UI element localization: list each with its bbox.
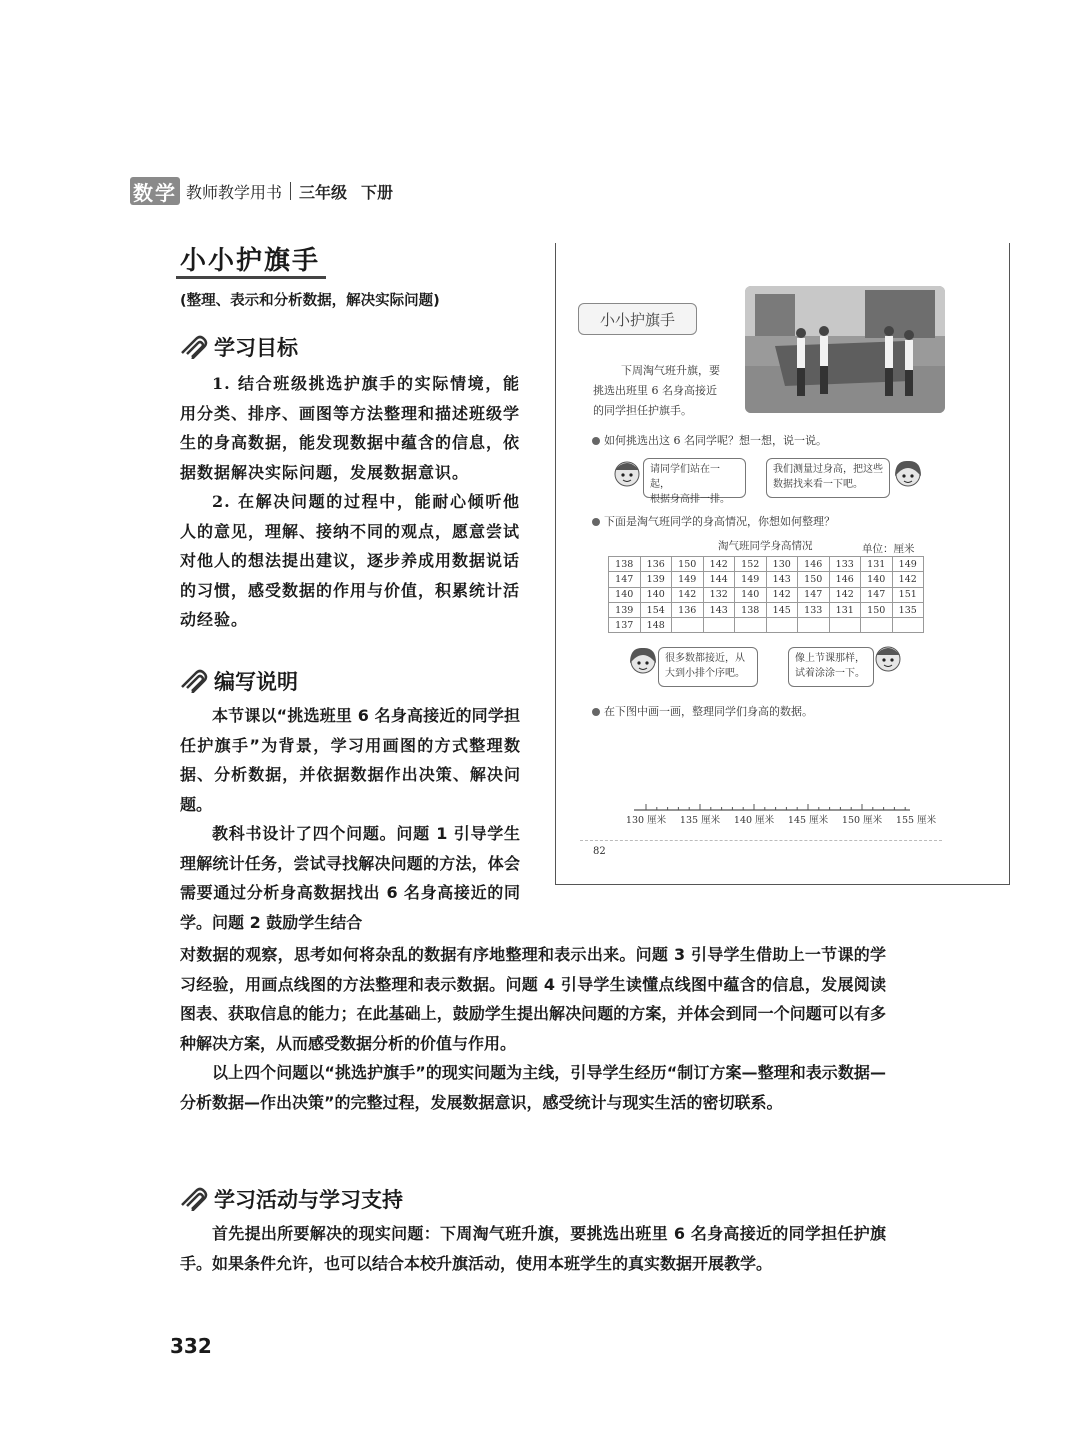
paperclip-icon xyxy=(178,335,210,359)
running-header xyxy=(130,176,393,206)
lesson-title: 小小护旗手 xyxy=(180,246,321,276)
writing-p1: 本节课以“挑选班里 6 名身高接近的同学担任护旗手”为背景，学习用画图的方式整理数据、分析数据，并依据数据作出决策、解决问题。 xyxy=(180,706,520,814)
textbook-question-2: 下面是淘气班同学的身高情况，你想如何整理？ xyxy=(592,513,835,529)
header-divider xyxy=(290,182,291,200)
height-table-unit: 单位：厘米 xyxy=(862,543,915,555)
volume-label: 下册 xyxy=(361,182,394,202)
table-row: 140 140 142 132 140 142 147 142 147 151 xyxy=(609,587,924,602)
girl-illustration-2 xyxy=(628,645,658,677)
page-number: 332 xyxy=(170,1334,212,1358)
textbook-question-1: 如何挑选出这 6 名同学呢？想一想，说一说。 xyxy=(592,432,827,448)
writing-p2-cont: 对数据的观察，思考如何将杂乱的数据有序地整理和表示出来。问题 3 引导学生借助上一节课的学习经验，用画点线图的方法整理和表示数据。问题 4 引导学生读懂点线图中蕴含的信息，发展阅读图表、获取信息的能力；在此基础上，鼓励学生提出解决问题的方案，并体会到同一个问题可以有多种解决方案，从而感受数据分析的价值与作用。 xyxy=(180,945,886,1053)
writing-p3: 以上四个问题以“挑选护旗手”的现实问题为主线，引导学生经历“制订方案—整理和表示数据—分析数据—作出决策”的完整过程，发展数据意识，感受统计与现实生活的密切联系。 xyxy=(180,1063,886,1112)
textbook-intro: 下周淘气班升旗，要 挑选出班里 6 名身高接近 的同学担任护旗手。 xyxy=(593,364,720,417)
textbook-question-3: 在下图中画一画，整理同学们身高的数据。 xyxy=(592,703,813,719)
activity-heading: 学习活动与学习支持 xyxy=(178,1184,403,1214)
axis-label-150: 150 厘米 xyxy=(841,815,883,826)
speech-bubble-left: 请同学们站在一起， 根据身高排一排。 xyxy=(643,458,746,498)
axis-label-155: 155 厘米 xyxy=(895,815,937,826)
title-underline xyxy=(176,276,326,279)
girl-illustration xyxy=(893,458,923,490)
lesson-subtitle: (整理、表示和分析数据，解决实际问题) xyxy=(180,293,440,309)
math-logo: 数学 xyxy=(130,177,180,205)
speech-bubble-right: 我们测量过身高，把这些 数据找来看一下吧。 xyxy=(766,458,890,498)
table-row: 139 154 136 143 138 145 133 131 150 135 xyxy=(609,602,924,617)
table-row: 137 148 xyxy=(609,618,924,633)
writing-body-narrow xyxy=(180,701,520,937)
paperclip-icon xyxy=(178,1187,210,1211)
axis-label-140: 140 厘米 xyxy=(733,815,775,826)
textbook-page-number: 82 xyxy=(593,846,606,857)
grade-label: 三年级 xyxy=(299,182,348,202)
goal-2: 2. 在解决问题的过程中，能耐心倾听他人的意见，理解、接纳不同的观点，愿意尝试对他人的想法提出建议，逐步养成用数据说话的习惯，感受数据的作用与价值，积累统计活动经验。 xyxy=(180,492,521,629)
boy-illustration-2 xyxy=(873,643,903,675)
paperclip-icon xyxy=(178,669,210,693)
flag-bearers-photo xyxy=(745,286,945,413)
height-table-title: 淘气班同学身高情况 xyxy=(718,540,813,552)
axis-label-130: 130 厘米 xyxy=(625,815,667,826)
table-row: 138 136 150 142 152 130 146 133 131 149 xyxy=(609,557,924,572)
footer-divider xyxy=(580,840,942,841)
textbook-tag: 小小护旗手 xyxy=(578,303,697,335)
writing-p2-start: 教科书设计了四个问题。问题 1 引导学生理解统计任务，尝试寻找解决问题的方法，体会需要通过分析身高数据找出 6 名身高接近的同学。问题 2 鼓励学生结合 xyxy=(180,824,520,932)
writing-heading: 编写说明 xyxy=(178,666,298,696)
goal-1: 1. 结合班级挑选护旗手的实际情境，能用分类、排序、画图等方法整理和描述班级学生的身高数据，能发现数据中蕴含的信息，依据数据解决实际问题，发展数据意识。 xyxy=(180,374,521,482)
goals-body xyxy=(180,369,520,635)
axis-label-135: 135 厘米 xyxy=(679,815,721,826)
book-name: 教师教学用书 xyxy=(186,182,283,202)
height-data-table xyxy=(608,556,924,633)
activity-body xyxy=(180,1219,886,1278)
speech-bubble-left-2: 很多数都接近，从 大到小排个序吧。 xyxy=(658,647,758,687)
table-row: 147 139 149 144 149 143 150 146 140 142 xyxy=(609,572,924,587)
speech-bubble-right-2: 像上节课那样， 试着涂涂一下。 xyxy=(788,647,874,687)
activity-p1: 首先提出所要解决的现实问题：下周淘气班升旗，要挑选出班里 6 名身高接近的同学担任护旗手。如果条件允许，也可以结合本校升旗活动，使用本班学生的真实数据开展教学。 xyxy=(180,1224,886,1273)
boy-illustration xyxy=(612,458,642,490)
writing-body-wide xyxy=(180,940,886,1117)
goals-heading: 学习目标 xyxy=(178,332,298,362)
axis-label-145: 145 厘米 xyxy=(787,815,829,826)
